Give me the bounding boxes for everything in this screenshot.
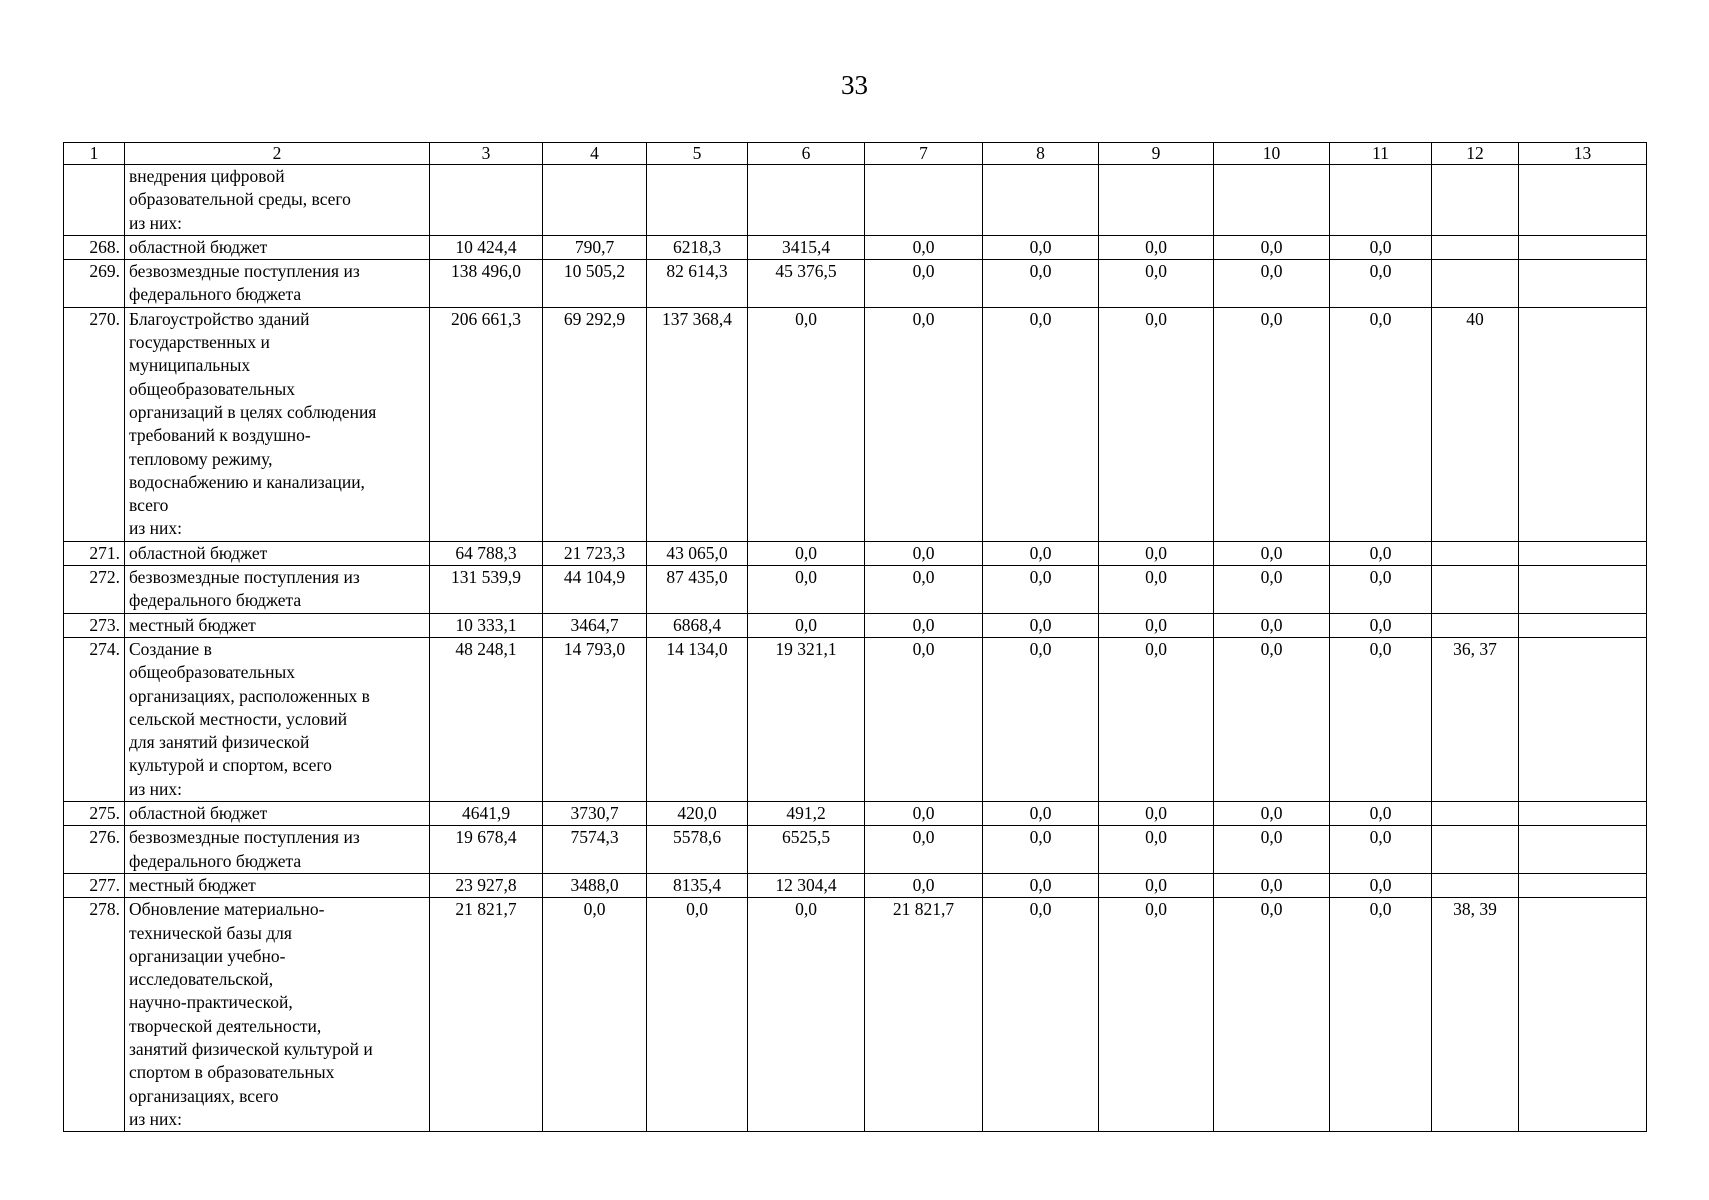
reference-cell: [1432, 165, 1519, 236]
reference-cell: [1432, 235, 1519, 259]
value-cell: 0,0: [983, 802, 1099, 826]
value-cell: 6868,4: [647, 613, 748, 637]
value-cell: [543, 165, 647, 236]
column-number-header: 11: [1330, 143, 1432, 165]
column-number-header: 1: [64, 143, 125, 165]
value-cell: 0,0: [1214, 898, 1330, 1132]
value-cell: 0,0: [748, 307, 865, 541]
value-cell: 0,0: [983, 898, 1099, 1132]
value-cell: 0,0: [1330, 613, 1432, 637]
value-cell: 0,0: [748, 613, 865, 637]
value-cell: 8135,4: [647, 873, 748, 897]
value-cell: 0,0: [1099, 260, 1214, 308]
empty-cell: [1519, 802, 1647, 826]
column-number-header-row: [64, 143, 1647, 165]
table-row: [64, 613, 1647, 637]
column-number-header: 6: [748, 143, 865, 165]
row-name: Благоустройство зданий государственных и муниципальных общеобразовательных организаций в целях соблюдения требований к воздушно- тепловому режиму, водоснабжению и канализации, всего из них:: [125, 307, 430, 541]
empty-cell: [1519, 235, 1647, 259]
value-cell: 21 723,3: [543, 541, 647, 565]
value-cell: 0,0: [983, 260, 1099, 308]
value-cell: 206 661,3: [430, 307, 543, 541]
value-cell: 0,0: [983, 307, 1099, 541]
row-number: 268.: [64, 235, 125, 259]
value-cell: 0,0: [647, 898, 748, 1132]
value-cell: [647, 165, 748, 236]
value-cell: 0,0: [1214, 826, 1330, 874]
row-name: местный бюджет: [125, 613, 430, 637]
value-cell: 0,0: [1214, 873, 1330, 897]
value-cell: 0,0: [865, 541, 983, 565]
column-number-header: 2: [125, 143, 430, 165]
row-name: местный бюджет: [125, 873, 430, 897]
value-cell: 491,2: [748, 802, 865, 826]
value-cell: 0,0: [1099, 873, 1214, 897]
column-number-header: 10: [1214, 143, 1330, 165]
empty-cell: [1519, 165, 1647, 236]
row-name: областной бюджет: [125, 235, 430, 259]
empty-cell: [1519, 260, 1647, 308]
value-cell: 0,0: [1214, 235, 1330, 259]
value-cell: 45 376,5: [748, 260, 865, 308]
value-cell: 0,0: [983, 637, 1099, 801]
row-name: безвозмездные поступления из федерального бюджета: [125, 826, 430, 874]
value-cell: 0,0: [983, 873, 1099, 897]
value-cell: 3730,7: [543, 802, 647, 826]
value-cell: 0,0: [983, 541, 1099, 565]
column-number-header: 3: [430, 143, 543, 165]
reference-cell: 36, 37: [1432, 637, 1519, 801]
value-cell: 0,0: [865, 873, 983, 897]
column-number-header: 13: [1519, 143, 1647, 165]
value-cell: 0,0: [1099, 541, 1214, 565]
row-number: 275.: [64, 802, 125, 826]
value-cell: 0,0: [1214, 307, 1330, 541]
reference-cell: [1432, 826, 1519, 874]
row-number: 277.: [64, 873, 125, 897]
value-cell: 82 614,3: [647, 260, 748, 308]
value-cell: 0,0: [865, 613, 983, 637]
value-cell: 10 505,2: [543, 260, 647, 308]
empty-cell: [1519, 307, 1647, 541]
value-cell: 0,0: [1330, 541, 1432, 565]
reference-cell: 40: [1432, 307, 1519, 541]
empty-cell: [1519, 566, 1647, 614]
row-name: областной бюджет: [125, 541, 430, 565]
empty-cell: [1519, 898, 1647, 1132]
value-cell: 0,0: [1099, 613, 1214, 637]
value-cell: 0,0: [1330, 898, 1432, 1132]
value-cell: 0,0: [865, 802, 983, 826]
value-cell: 0,0: [1214, 541, 1330, 565]
value-cell: 0,0: [1099, 898, 1214, 1132]
value-cell: 0,0: [1330, 260, 1432, 308]
value-cell: 0,0: [983, 613, 1099, 637]
row-number: 273.: [64, 613, 125, 637]
value-cell: 0,0: [1330, 637, 1432, 801]
row-name: безвозмездные поступления из федерального бюджета: [125, 260, 430, 308]
table-body: [64, 165, 1647, 1132]
value-cell: 0,0: [1214, 566, 1330, 614]
value-cell: 7574,3: [543, 826, 647, 874]
table-row: [64, 235, 1647, 259]
table-row: [64, 873, 1647, 897]
value-cell: 14 793,0: [543, 637, 647, 801]
row-number: 269.: [64, 260, 125, 308]
value-cell: 4641,9: [430, 802, 543, 826]
row-name: безвозмездные поступления из федерального бюджета: [125, 566, 430, 614]
value-cell: 0,0: [983, 235, 1099, 259]
value-cell: 6525,5: [748, 826, 865, 874]
table-row: [64, 260, 1647, 308]
value-cell: 0,0: [1214, 637, 1330, 801]
reference-cell: [1432, 613, 1519, 637]
value-cell: 0,0: [1214, 802, 1330, 826]
value-cell: 64 788,3: [430, 541, 543, 565]
table-row: [64, 898, 1647, 1132]
empty-cell: [1519, 541, 1647, 565]
value-cell: 0,0: [1330, 826, 1432, 874]
value-cell: 0,0: [1099, 307, 1214, 541]
value-cell: 23 927,8: [430, 873, 543, 897]
value-cell: 420,0: [647, 802, 748, 826]
row-name: внедрения цифровой образовательной среды, всего из них:: [125, 165, 430, 236]
value-cell: 0,0: [1330, 566, 1432, 614]
value-cell: [430, 165, 543, 236]
row-number: 274.: [64, 637, 125, 801]
table-row: [64, 307, 1647, 541]
column-number-header: 12: [1432, 143, 1519, 165]
value-cell: [983, 165, 1099, 236]
column-number-header: 8: [983, 143, 1099, 165]
value-cell: 48 248,1: [430, 637, 543, 801]
row-number: 276.: [64, 826, 125, 874]
value-cell: 0,0: [865, 826, 983, 874]
empty-cell: [1519, 826, 1647, 874]
column-number-header: 5: [647, 143, 748, 165]
value-cell: 0,0: [1099, 637, 1214, 801]
value-cell: [865, 165, 983, 236]
value-cell: 0,0: [865, 307, 983, 541]
empty-cell: [1519, 613, 1647, 637]
value-cell: 3488,0: [543, 873, 647, 897]
row-name: Создание в общеобразовательных организациях, расположенных в сельской местности, условий для занятий физической культурой и спортом, всего из них:: [125, 637, 430, 801]
value-cell: 131 539,9: [430, 566, 543, 614]
value-cell: 0,0: [748, 898, 865, 1132]
value-cell: 0,0: [1099, 566, 1214, 614]
value-cell: 44 104,9: [543, 566, 647, 614]
value-cell: 0,0: [1214, 260, 1330, 308]
value-cell: 0,0: [1099, 235, 1214, 259]
reference-cell: [1432, 802, 1519, 826]
value-cell: 0,0: [1330, 307, 1432, 541]
column-number-header: 4: [543, 143, 647, 165]
value-cell: 0,0: [1330, 802, 1432, 826]
value-cell: 87 435,0: [647, 566, 748, 614]
value-cell: 0,0: [1099, 802, 1214, 826]
value-cell: 14 134,0: [647, 637, 748, 801]
row-name: Обновление материально- технической базы для организации учебно- исследовательской, научно-практической, творческой деятельности, занятий физической культурой и спортом в образовательных организациях, всего из них:: [125, 898, 430, 1132]
value-cell: [748, 165, 865, 236]
value-cell: 0,0: [865, 235, 983, 259]
value-cell: 6218,3: [647, 235, 748, 259]
value-cell: 0,0: [865, 637, 983, 801]
page-number: 33: [841, 70, 868, 100]
value-cell: 10 333,1: [430, 613, 543, 637]
value-cell: 21 821,7: [430, 898, 543, 1132]
row-number: [64, 165, 125, 236]
table-row: [64, 637, 1647, 801]
column-number-header: 7: [865, 143, 983, 165]
value-cell: 0,0: [983, 826, 1099, 874]
reference-cell: [1432, 873, 1519, 897]
value-cell: 43 065,0: [647, 541, 748, 565]
value-cell: [1214, 165, 1330, 236]
value-cell: 69 292,9: [543, 307, 647, 541]
value-cell: 19 321,1: [748, 637, 865, 801]
row-number: 278.: [64, 898, 125, 1132]
empty-cell: [1519, 873, 1647, 897]
row-number: 271.: [64, 541, 125, 565]
value-cell: 19 678,4: [430, 826, 543, 874]
table-row: [64, 802, 1647, 826]
value-cell: 3415,4: [748, 235, 865, 259]
reference-cell: [1432, 260, 1519, 308]
value-cell: 12 304,4: [748, 873, 865, 897]
value-cell: 21 821,7: [865, 898, 983, 1132]
budget-table: [63, 142, 1647, 1132]
value-cell: 0,0: [1330, 873, 1432, 897]
value-cell: 0,0: [543, 898, 647, 1132]
value-cell: [1099, 165, 1214, 236]
reference-cell: 38, 39: [1432, 898, 1519, 1132]
table-row: [64, 566, 1647, 614]
value-cell: 790,7: [543, 235, 647, 259]
reference-cell: [1432, 566, 1519, 614]
value-cell: [1330, 165, 1432, 236]
value-cell: 0,0: [1214, 613, 1330, 637]
row-name: областной бюджет: [125, 802, 430, 826]
value-cell: 0,0: [1099, 826, 1214, 874]
table-row: [64, 826, 1647, 874]
row-number: 270.: [64, 307, 125, 541]
value-cell: 0,0: [1330, 235, 1432, 259]
table-row: [64, 165, 1647, 236]
value-cell: 5578,6: [647, 826, 748, 874]
value-cell: 0,0: [865, 260, 983, 308]
value-cell: 0,0: [983, 566, 1099, 614]
value-cell: 0,0: [748, 541, 865, 565]
value-cell: 138 496,0: [430, 260, 543, 308]
row-number: 272.: [64, 566, 125, 614]
value-cell: 10 424,4: [430, 235, 543, 259]
table-row: [64, 541, 1647, 565]
value-cell: 137 368,4: [647, 307, 748, 541]
reference-cell: [1432, 541, 1519, 565]
value-cell: 0,0: [865, 566, 983, 614]
value-cell: 3464,7: [543, 613, 647, 637]
empty-cell: [1519, 637, 1647, 801]
column-number-header: 9: [1099, 143, 1214, 165]
value-cell: 0,0: [748, 566, 865, 614]
